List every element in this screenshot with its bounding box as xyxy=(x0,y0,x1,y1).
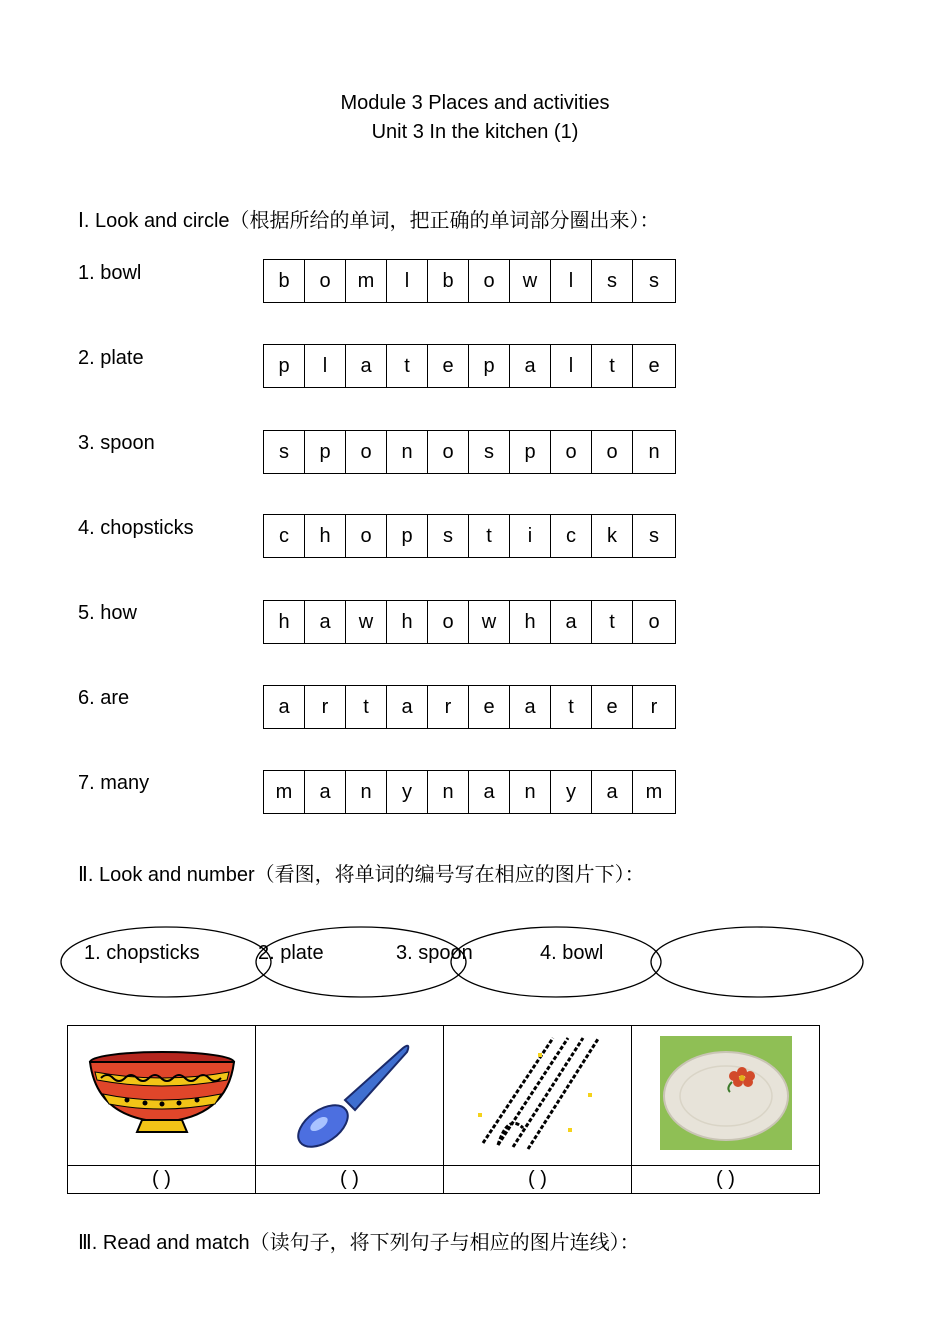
letter-cell[interactable]: s xyxy=(592,260,633,302)
letter-cell[interactable]: h xyxy=(264,601,305,643)
spoon-icon xyxy=(285,1038,415,1148)
letter-cell[interactable]: m xyxy=(264,771,305,813)
letter-cell[interactable]: r xyxy=(650,695,658,718)
letter-cell[interactable]: t xyxy=(469,515,510,557)
unit-title: Unit 3 In the kitchen (1) xyxy=(371,121,579,143)
letter-cell[interactable]: l xyxy=(387,260,428,302)
oval-4 xyxy=(651,927,863,997)
letter-cell[interactable]: i xyxy=(510,515,551,557)
letter-cell[interactable]: a xyxy=(469,771,510,813)
letter-cell[interactable]: o xyxy=(305,260,346,302)
letter-cell[interactable]: w xyxy=(346,601,387,643)
letter-cell[interactable]: p xyxy=(510,431,551,473)
word-label: 6. are xyxy=(78,687,130,709)
word-option: 1. chopsticks xyxy=(84,942,200,964)
letter-cell[interactable]: p xyxy=(387,515,428,557)
letter-cell[interactable]: l xyxy=(305,345,346,387)
letter-cell[interactable]: l xyxy=(551,260,592,302)
letter-cell[interactable]: m xyxy=(645,780,663,803)
letter-grid xyxy=(263,770,676,814)
letter-cell[interactable]: t xyxy=(592,345,633,387)
letter-cell[interactable]: h xyxy=(305,515,346,557)
picture-table xyxy=(67,1025,820,1194)
letter-cell[interactable]: k xyxy=(592,515,633,557)
word-label: 3. spoon xyxy=(78,432,155,454)
letter-cell[interactable]: o xyxy=(648,610,660,633)
spoon-cell xyxy=(256,1026,444,1166)
letter-grid xyxy=(263,430,676,474)
letter-grid xyxy=(263,685,676,729)
letter-cell[interactable]: o xyxy=(428,601,469,643)
section1-heading: Ⅰ. Look and circle（根据所给的单词，把正确的单词部分圈出来）： xyxy=(78,210,660,232)
section3-heading: Ⅲ. Read and match（读句子，将下列句子与相应的图片连线）： xyxy=(78,1232,640,1254)
word-option: 4. bowl xyxy=(540,942,604,964)
plate-icon xyxy=(660,1036,792,1150)
section2-heading: Ⅱ. Look and number（看图，将单词的编号写在相应的图片下）： xyxy=(78,864,645,886)
letter-cell[interactable]: e xyxy=(428,345,469,387)
letter-cell[interactable]: s xyxy=(649,524,659,547)
letter-cell[interactable]: a xyxy=(305,601,346,643)
letter-cell[interactable]: o xyxy=(346,431,387,473)
letter-cell[interactable]: e xyxy=(592,686,633,728)
letter-cell[interactable]: n xyxy=(648,440,660,463)
bowl-icon xyxy=(87,1048,237,1138)
letter-cell[interactable]: a xyxy=(346,345,387,387)
letter-cell[interactable]: e xyxy=(648,354,660,377)
letter-cell[interactable]: l xyxy=(551,345,592,387)
word-label: 5. how xyxy=(78,602,137,624)
letter-cell[interactable]: o xyxy=(551,431,592,473)
letter-cell[interactable]: o xyxy=(428,431,469,473)
letter-cell[interactable]: o xyxy=(469,260,510,302)
letter-cell[interactable]: a xyxy=(510,345,551,387)
letter-cell[interactable]: b xyxy=(264,260,305,302)
letter-cell[interactable]: p xyxy=(305,431,346,473)
word-option: 2. plate xyxy=(258,942,324,964)
word-label: 4. chopsticks xyxy=(78,517,194,539)
word-label: 2. plate xyxy=(78,347,144,369)
answer-blank[interactable]: ( ) xyxy=(444,1166,632,1194)
word-option: 3. spoon xyxy=(396,942,473,964)
letter-cell[interactable]: c xyxy=(264,515,305,557)
letter-grid xyxy=(263,259,676,303)
letter-cell[interactable]: r xyxy=(428,686,469,728)
letter-cell[interactable]: h xyxy=(387,601,428,643)
letter-cell[interactable]: p xyxy=(469,345,510,387)
chopsticks-icon xyxy=(468,1033,608,1153)
letter-cell[interactable]: h xyxy=(510,601,551,643)
letter-cell[interactable]: w xyxy=(510,260,551,302)
answer-blank[interactable]: ( ) xyxy=(256,1166,444,1194)
letter-grid xyxy=(263,514,676,558)
bowl-cell xyxy=(68,1026,256,1166)
word-label: 1. bowl xyxy=(78,262,142,284)
letter-cell[interactable]: t xyxy=(592,601,633,643)
letter-cell[interactable]: c xyxy=(551,515,592,557)
letter-cell[interactable]: s xyxy=(264,431,305,473)
letter-grid xyxy=(263,344,676,388)
letter-cell[interactable]: e xyxy=(469,686,510,728)
letter-cell[interactable]: m xyxy=(346,260,387,302)
letter-cell[interactable]: o xyxy=(592,431,633,473)
word-label: 7. many xyxy=(78,772,150,794)
letter-cell[interactable]: a xyxy=(592,771,633,813)
letter-cell[interactable]: s xyxy=(649,269,659,292)
letter-cell[interactable]: n xyxy=(510,771,551,813)
module-title: Module 3 Places and activities xyxy=(340,92,610,114)
letter-cell[interactable]: r xyxy=(305,686,346,728)
letter-cell[interactable]: w xyxy=(469,601,510,643)
letter-cell[interactable]: s xyxy=(469,431,510,473)
letter-cell[interactable]: n xyxy=(387,431,428,473)
letter-cell[interactable]: y xyxy=(387,771,428,813)
letter-grid xyxy=(263,600,676,644)
answer-blank[interactable]: ( ) xyxy=(632,1166,820,1194)
letter-cell[interactable]: s xyxy=(428,515,469,557)
answer-blank[interactable]: ( ) xyxy=(68,1166,256,1194)
letter-cell[interactable]: a xyxy=(387,686,428,728)
letter-cell[interactable]: p xyxy=(264,345,305,387)
letter-cell[interactable]: a xyxy=(305,771,346,813)
letter-cell[interactable]: o xyxy=(346,515,387,557)
letter-cell[interactable]: b xyxy=(428,260,469,302)
chopsticks-cell xyxy=(444,1026,632,1166)
plate-cell xyxy=(632,1026,820,1166)
letter-cell[interactable]: n xyxy=(346,771,387,813)
letter-cell[interactable]: y xyxy=(551,771,592,813)
letter-cell[interactable]: t xyxy=(346,686,387,728)
letter-cell[interactable]: a xyxy=(264,686,305,728)
letter-cell[interactable]: a xyxy=(551,601,592,643)
letter-cell[interactable]: t xyxy=(551,686,592,728)
letter-cell[interactable]: t xyxy=(387,345,428,387)
letter-cell[interactable]: n xyxy=(428,771,469,813)
letter-cell[interactable]: a xyxy=(510,686,551,728)
